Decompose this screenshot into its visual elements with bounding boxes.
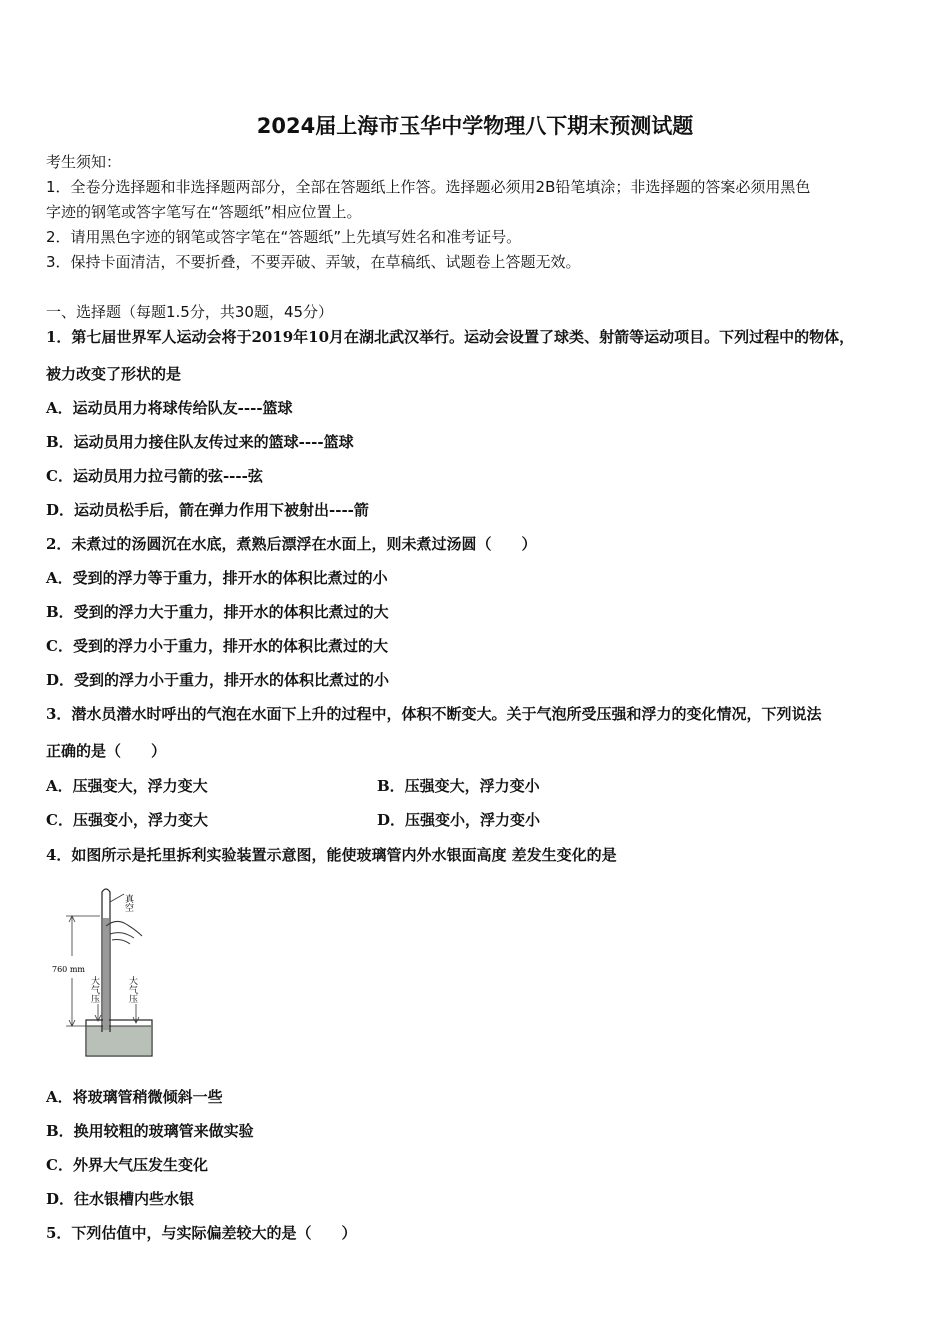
- q4-option-d: D．往水银槽内些水银: [46, 1190, 195, 1208]
- q1-option-b: B．运动员用力接住队友传过来的篮球----篮球: [46, 433, 354, 451]
- q2-option-a: A．受到的浮力等于重力，排开水的体积比煮过的小: [46, 569, 388, 587]
- q4-option-a: A．将玻璃管稍微倾斜一些: [46, 1088, 223, 1106]
- height-label: 760 mm: [52, 965, 85, 974]
- notice-heading: 考生须知：: [46, 153, 122, 171]
- mercury-liquid: [87, 1026, 151, 1055]
- q3-stem-cont: 正确的是（ ）: [46, 742, 167, 760]
- notice-item: 1．全卷分选择题和非选择题两部分，全部在答题纸上作答。选择题必须用2B铅笔填涂；非选择题的答案必须用黑色: [46, 178, 811, 196]
- q2-option-c: C．受到的浮力小于重力，排开水的体积比煮过的大: [46, 637, 388, 655]
- vacuum-label: 真空: [123, 894, 133, 912]
- section-heading: 一、选择题（每题1.5分，共30题，45分）: [46, 303, 334, 321]
- notice-item: 2．请用黑色字迹的钢笔或答字笔在“答题纸”上先填写姓名和准考证号。: [46, 228, 522, 246]
- page-title: 2024届上海市玉华中学物理八下期末预测试题: [256, 114, 694, 138]
- atm-label-right: 大气压: [127, 976, 137, 1003]
- torricelli-figure: [50, 884, 160, 1064]
- q1-stem-cont: 被力改变了形状的是: [46, 365, 182, 383]
- q3-stem: 3．潜水员潜水时呼出的气泡在水面下上升的过程中，体积不断变大。关于气泡所受压强和浮力的变化情况，下列说法: [46, 705, 822, 723]
- q2-stem: 2．未煮过的汤圆沉在水底，煮熟后漂浮在水面上，则未煮过汤圆（ ）: [46, 535, 537, 553]
- q4-option-b: B．换用较粗的玻璃管来做实验: [46, 1122, 254, 1140]
- q2-option-d: D．受到的浮力小于重力，排开水的体积比煮过的小: [46, 671, 390, 689]
- q3-option-b: B．压强变大，浮力变小: [377, 777, 540, 795]
- q1-option-d: D．运动员松手后，箭在弹力作用下被射出----箭: [46, 501, 369, 519]
- q1-option-c: C．运动员用力拉弓箭的弦----弦: [46, 467, 263, 485]
- q4-stem: 4．如图所示是托里拆利实验装置示意图，能使玻璃管内外水银面高度 差发生变化的是: [46, 846, 617, 864]
- notice-item: 3．保持卡面清洁，不要折叠，不要弄破、弄皱，在草稿纸、试题卷上答题无效。: [46, 253, 581, 271]
- q1-stem: 1．第七届世界军人运动会将于2019年10月在湖北武汉举行。运动会设置了球类、射箭等运动项目。下列过程中的物体，: [46, 328, 855, 346]
- hand-sketch: [106, 921, 142, 944]
- atm-label-left: 大气压: [89, 976, 99, 1003]
- q5-stem: 5．下列估值中，与实际偏差较大的是（ ）: [46, 1224, 357, 1242]
- notice-item: 字迹的钢笔或答字笔写在“答题纸”相应位置上。: [46, 203, 362, 221]
- q4-option-c: C．外界大气压发生变化: [46, 1156, 208, 1174]
- q3-option-d: D．压强变小，浮力变小: [377, 811, 541, 829]
- q3-option-a: A．压强变大，浮力变大: [46, 777, 208, 795]
- q1-option-a: A．运动员用力将球传给队友----篮球: [46, 399, 293, 417]
- q2-option-b: B．受到的浮力大于重力，排开水的体积比煮过的大: [46, 603, 389, 621]
- q3-option-c: C．压强变小，浮力变大: [46, 811, 208, 829]
- mercury-column: [103, 918, 109, 1030]
